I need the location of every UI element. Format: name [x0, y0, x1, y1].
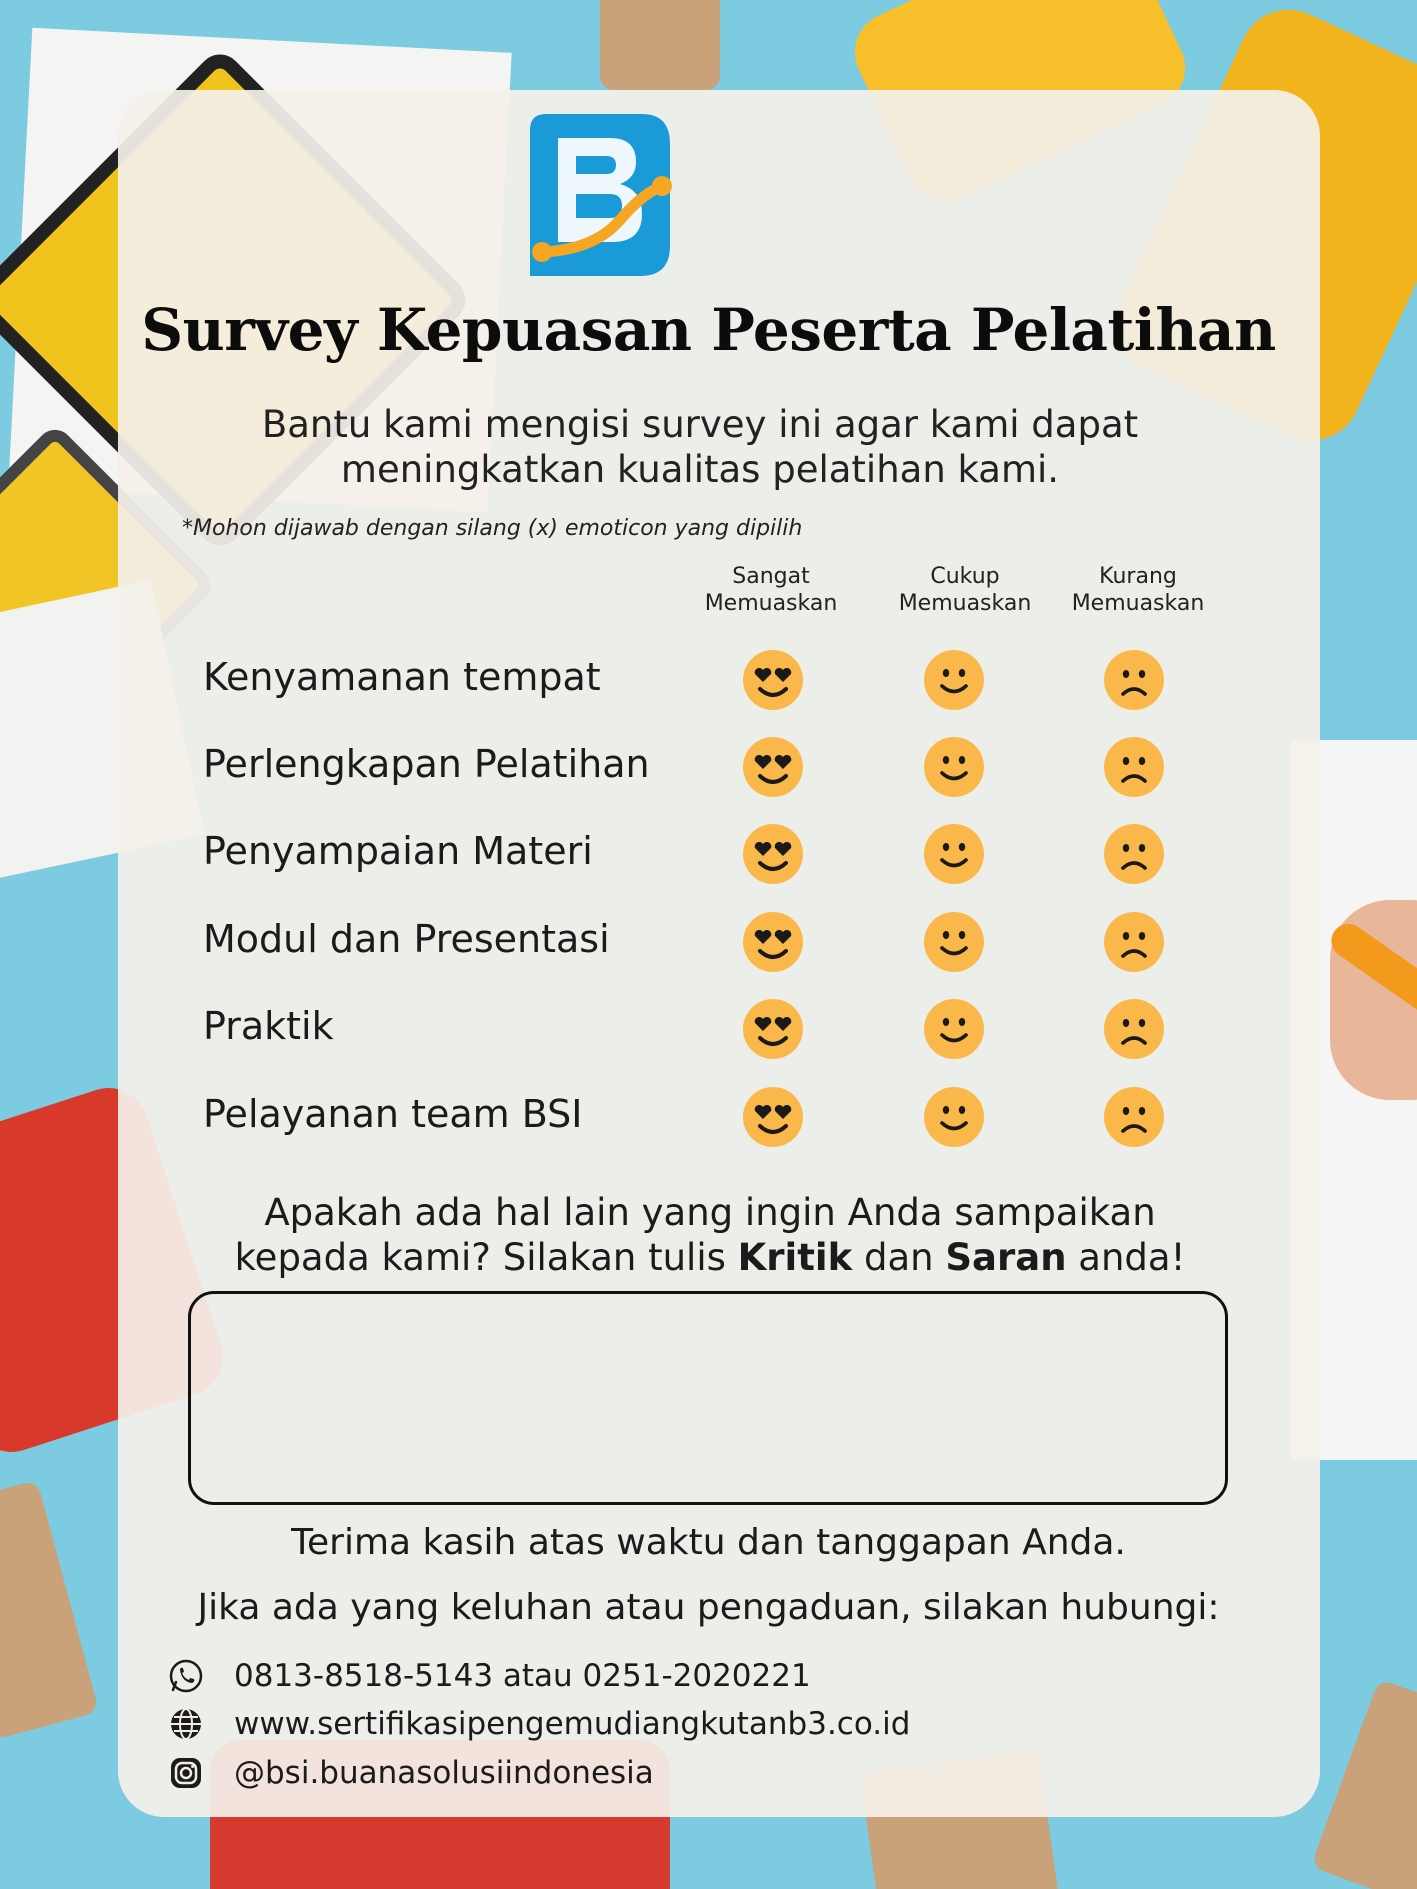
- whatsapp-icon: [168, 1658, 204, 1694]
- heart-eyes-face-icon[interactable]: [742, 998, 804, 1060]
- heart-eyes-face-icon[interactable]: [742, 823, 804, 885]
- page-title: Survey Kepuasan Peserta Pelatihan: [141, 296, 1276, 364]
- question-text: kepada kami? Silakan tulis: [234, 1236, 738, 1279]
- frowning-face-icon[interactable]: [1103, 998, 1165, 1060]
- smiling-face-icon[interactable]: [923, 1086, 985, 1148]
- question-text: dan: [852, 1236, 946, 1279]
- question-line: Apakah ada hal lain yang ingin Anda sampaikan: [264, 1191, 1156, 1234]
- row-label-kenyamanan-tempat: Kenyamanan tempat: [203, 655, 601, 699]
- column-header-line: Memuaskan: [1071, 591, 1205, 616]
- heart-eyes-face-icon[interactable]: [742, 649, 804, 711]
- contact-phone: [168, 1658, 811, 1694]
- frowning-face-icon[interactable]: [1103, 1086, 1165, 1148]
- background-wooden-sign: [1311, 1679, 1417, 1889]
- heart-eyes-face-icon[interactable]: [742, 911, 804, 973]
- instagram-icon: [168, 1755, 204, 1791]
- contact-website: [168, 1706, 910, 1742]
- instagram-handle[interactable]: @bsi.buanasolusiindonesia: [234, 1755, 654, 1791]
- instruction-note: *Mohon dijawab dengan silang (x) emoticon yang dipilih: [182, 516, 803, 541]
- saran-emphasis: Saran: [945, 1236, 1067, 1279]
- smiling-face-icon[interactable]: [923, 998, 985, 1060]
- feedback-textbox[interactable]: [188, 1291, 1228, 1505]
- row-label-penyampaian-materi: Penyampaian Materi: [203, 829, 593, 873]
- row-label-pelayanan-team-bsi: Pelayanan team BSI: [203, 1092, 583, 1136]
- column-header-line: Memuaskan: [704, 591, 838, 616]
- smiling-face-icon[interactable]: [923, 823, 985, 885]
- frowning-face-icon[interactable]: [1103, 649, 1165, 711]
- row-label-praktik: Praktik: [203, 1004, 334, 1048]
- subtitle-line: meningkatkan kualitas pelatihan kami.: [340, 448, 1060, 491]
- smiling-face-icon[interactable]: [923, 649, 985, 711]
- question-text: anda!: [1066, 1236, 1186, 1279]
- bsi-logo: [524, 110, 674, 280]
- column-header-line: Memuaskan: [898, 591, 1032, 616]
- subtitle: [200, 402, 1200, 492]
- column-header-sangat-memuaskan: [681, 563, 861, 617]
- contact-instagram: [168, 1755, 654, 1791]
- question-line: [200, 1235, 1220, 1280]
- smiling-face-icon[interactable]: [923, 736, 985, 798]
- frowning-face-icon[interactable]: [1103, 823, 1165, 885]
- website-link[interactable]: www.sertifikasipengemudiangkutanb3.co.id: [234, 1706, 911, 1742]
- feedback-question: [200, 1190, 1220, 1280]
- column-header-cukup-memuaskan: [875, 563, 1055, 617]
- smiling-face-icon[interactable]: [923, 911, 985, 973]
- kritik-emphasis: Kritik: [737, 1236, 853, 1279]
- heart-eyes-face-icon[interactable]: [742, 1086, 804, 1148]
- phone-number: 0813-8518-5143 atau 0251-2020221: [234, 1658, 811, 1694]
- contact-intro: Jika ada yang keluhan atau pengaduan, silakan hubungi:: [197, 1587, 1220, 1628]
- subtitle-line: Bantu kami mengisi survey ini agar kami dapat: [261, 403, 1139, 446]
- column-header-kurang-memuaskan: [1048, 563, 1228, 617]
- row-label-perlengkapan-pelatihan: Perlengkapan Pelatihan: [203, 742, 650, 786]
- globe-icon: [168, 1706, 204, 1742]
- frowning-face-icon[interactable]: [1103, 736, 1165, 798]
- background-wooden-sign: [600, 0, 720, 90]
- column-header-line: Cukup: [930, 564, 1000, 589]
- column-header-line: Sangat: [732, 564, 810, 589]
- row-label-modul-dan-presentasi: Modul dan Presentasi: [203, 917, 610, 961]
- column-header-line: Kurang: [1099, 564, 1177, 589]
- frowning-face-icon[interactable]: [1103, 911, 1165, 973]
- heart-eyes-face-icon[interactable]: [742, 736, 804, 798]
- thanks-text: Terima kasih atas waktu dan tanggapan Anda.: [291, 1522, 1126, 1563]
